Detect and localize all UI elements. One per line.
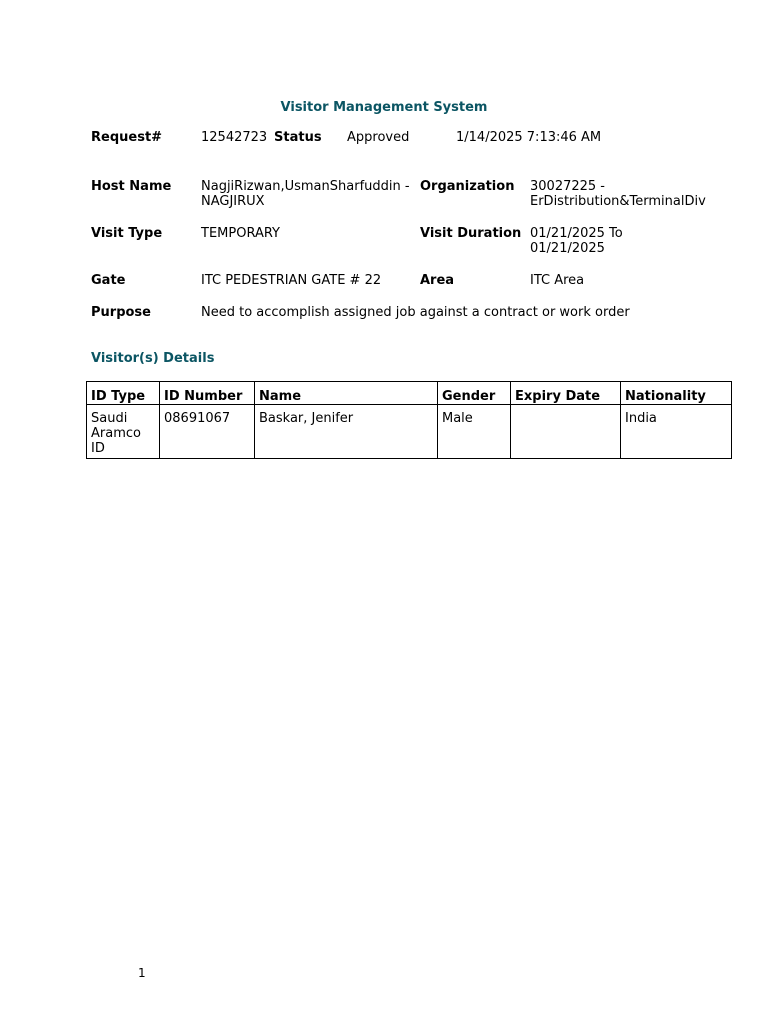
status-value: Approved xyxy=(347,130,410,145)
organization-value xyxy=(530,179,706,209)
page-title: Visitor Management System xyxy=(280,100,488,115)
purpose-label: Purpose xyxy=(91,305,151,320)
table-row xyxy=(87,405,732,459)
request-timestamp: 1/14/2025 7:13:46 AM xyxy=(456,130,602,145)
visit-type-value: TEMPORARY xyxy=(201,226,280,241)
organization-line-1: 30027225 - xyxy=(530,179,605,194)
header-expiry-date: Expiry Date xyxy=(511,382,621,405)
header-nationality: Nationality xyxy=(621,382,732,405)
header-id-type: ID Type xyxy=(87,382,160,405)
host-name-value xyxy=(201,179,410,209)
cell-id-type xyxy=(87,405,160,459)
visitors-section-title: Visitor(s) Details xyxy=(91,351,215,366)
host-name-line-1: NagjiRizwan,UsmanSharfuddin - xyxy=(201,179,410,194)
gate-value: ITC PEDESTRIAN GATE # 22 xyxy=(201,273,382,288)
organization-label: Organization xyxy=(420,179,515,194)
header-gender: Gender xyxy=(438,382,511,405)
id-type-line-2: Aramco xyxy=(91,426,141,441)
visit-duration-line-1: 01/21/2025 To xyxy=(530,226,623,241)
area-value: ITC Area xyxy=(530,273,585,288)
header-id-number: ID Number xyxy=(160,382,255,405)
purpose-value: Need to accomplish assigned job against a contract or work order xyxy=(201,305,630,320)
page-number: 1 xyxy=(138,966,146,980)
cell-id-number: 08691067 xyxy=(160,405,255,459)
table-header-row xyxy=(87,382,732,405)
area-label: Area xyxy=(420,273,455,288)
gate-label: Gate xyxy=(91,273,126,288)
request-label: Request# xyxy=(91,130,163,145)
status-label: Status xyxy=(274,130,322,145)
host-name-line-2: NAGJIRUX xyxy=(201,194,265,209)
id-type-line-3: ID xyxy=(91,441,105,456)
cell-nationality: India xyxy=(621,405,732,459)
cell-gender: Male xyxy=(438,405,511,459)
organization-line-2: ErDistribution&TerminalDiv xyxy=(530,194,706,209)
cell-name: Baskar, Jenifer xyxy=(255,405,438,459)
header-name: Name xyxy=(255,382,438,405)
cell-expiry-date xyxy=(511,405,621,459)
request-number: 12542723 xyxy=(201,130,268,145)
visit-type-label: Visit Type xyxy=(91,226,163,241)
visitors-table xyxy=(86,381,732,459)
visit-duration-value xyxy=(530,226,623,256)
id-type-line-1: Saudi xyxy=(91,411,128,426)
visit-duration-line-2: 01/21/2025 xyxy=(530,241,605,256)
visit-duration-label: Visit Duration xyxy=(420,226,522,241)
host-name-label: Host Name xyxy=(91,179,172,194)
